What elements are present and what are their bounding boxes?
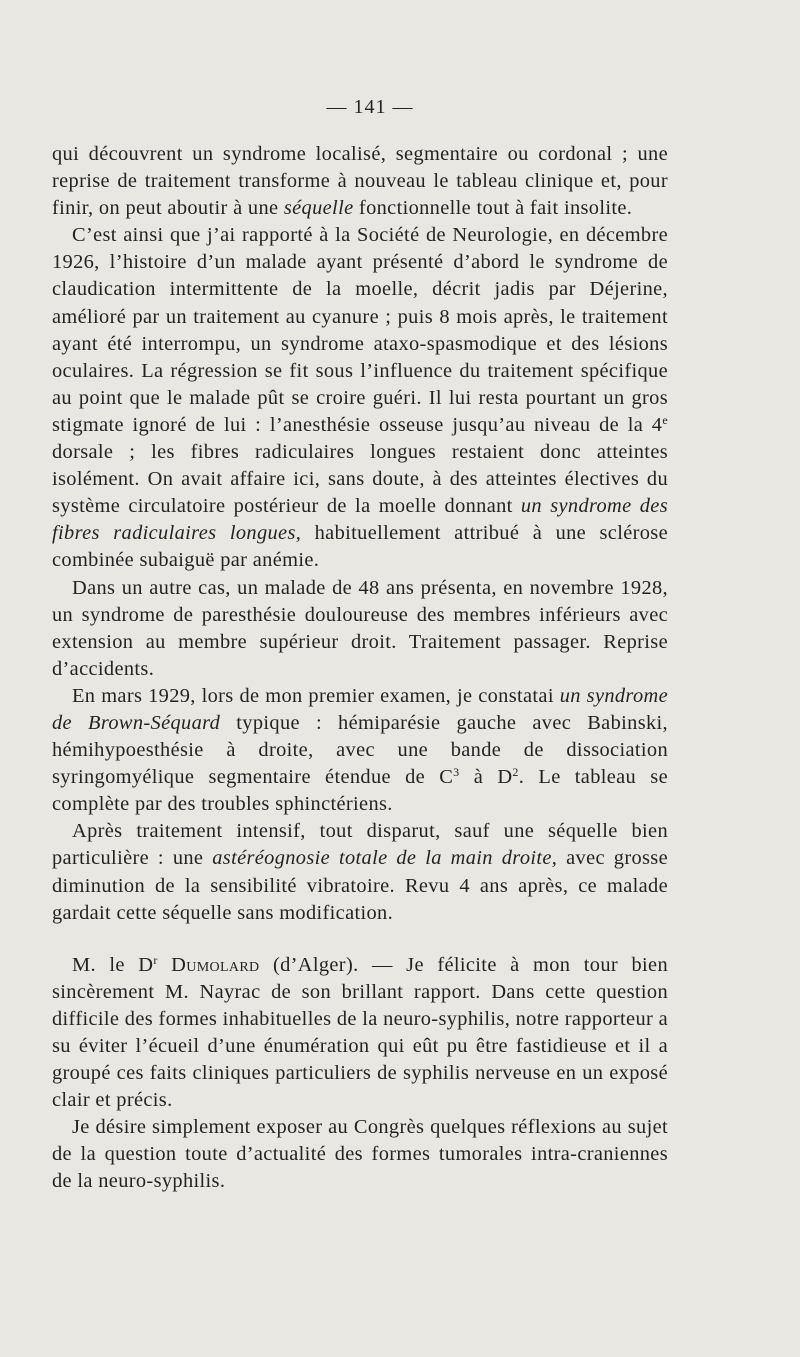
paragraph-7: Je désire simplement exposer au Congrès quelques réflexions au sujet de la question toute d’actualité des formes tumorales intra-craniennes de la neuro-syphilis. xyxy=(52,1116,668,1193)
paragraph-1: qui découvrent un syndrome localisé, segmentaire ou cordonal ; une reprise de traitement transforme à nouveau le tableau clinique et, pour finir, on peut aboutir à une séquelle fonctionnelle tout à fait insolite. xyxy=(52,143,668,220)
paragraph-2: C’est ainsi que j’ai rapporté à la Société de Neurologie, en décembre 1926, l’histoire d’un malade ayant présenté d’abord le syndrome de claudication intermittente de la moelle, décrit jadis par Déjerine, amélioré par un traitement au cyanure ; puis 8 mois après, le traitement ayant été interrompu, un syndrome ataxo-spasmodique et des lésions oculaires. La régression se fit sous l’influence du traitement spécifique au point que le malade pût se croire guéri. Il lui resta pourtant un gros stigmate ignoré de lui : l’anesthésie osseuse jusqu’au niveau de la 4e dorsale ; les fibres radiculaires longues restaient donc atteintes isolément. On avait affaire ici, sans doute, à des atteintes électives du système circulatoire postérieur de la moelle donnant un syndrome des fibres radiculaires longues, habituellement attribué à une sclérose combinée subaiguë par anémie. xyxy=(52,224,668,572)
paragraph-5: Après traitement intensif, tout disparut, sauf une séquelle bien particulière : une astéréognosie totale de la main droite, avec grosse diminution de la sensibilité vibratoire. Revu 4 ans après, ce malade gardait cette séquelle sans modification. xyxy=(52,820,668,924)
speaker-name: Dumolard xyxy=(171,953,260,976)
paragraph-3: Dans un autre cas, un malade de 48 ans présenta, en novembre 1928, un syndrome de paresthésie douloureuse des membres inférieurs avec extension au membre supérieur droit. Traitement passager. Reprise d’accidents. xyxy=(52,576,668,680)
paragraph-4: En mars 1929, lors de mon premier examen, je constatai un syndrome de Brown-Séquard typique : hémiparésie gauche avec Babinski, hémihypoesthésie à droite, avec une bande de dissociation syringomyélique segmentaire étendue de $C^3$ à $D^2$. Le tableau se complète par des troubles sphinctériens. xyxy=(52,684,668,816)
page-number: — 141 — xyxy=(326,96,414,118)
paragraph-6: M. le $D^r$ Dumolard (d’Alger). — Je félicite à mon tour bien sincèrement M. Nayrac de son brillant rapport. Dans cette question difficile des formes inhabituelles de la neuro-syphilis, notre rapporteur a su éviter l’écueil d’une énumération qui eût pu être fastidieuse et il a groupé ces faits cliniques particuliers de syphilis nerveuse en un exposé clair et précis. xyxy=(52,952,669,1112)
